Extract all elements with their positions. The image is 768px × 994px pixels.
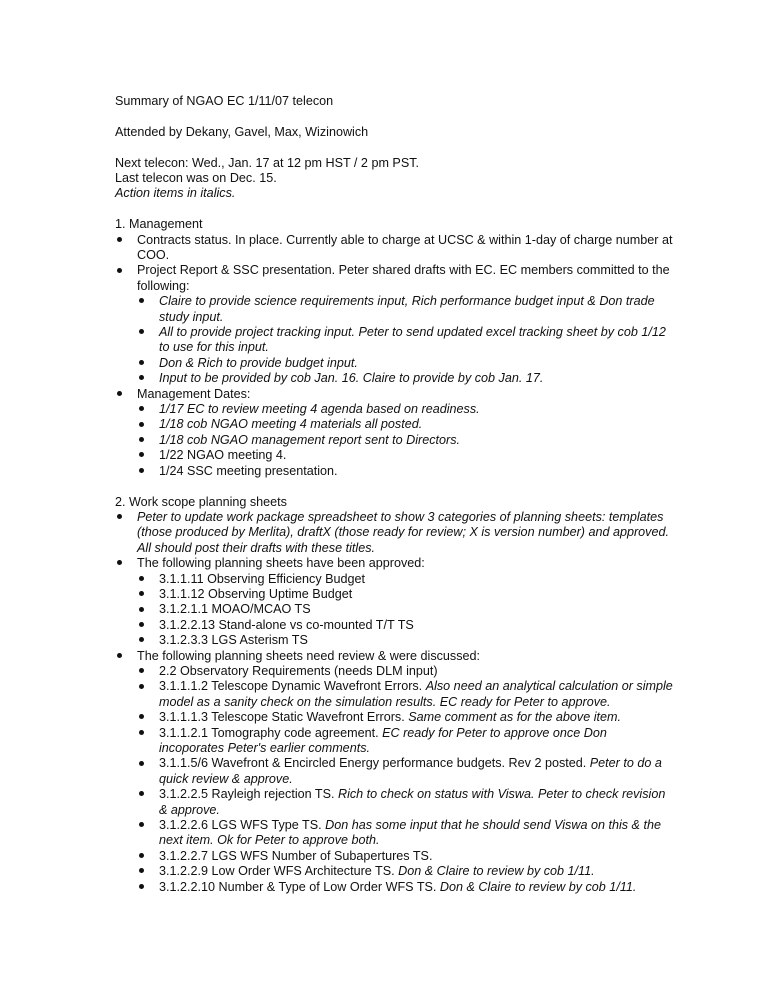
bullet-icon: [137, 710, 159, 725]
bullet-icon: [137, 402, 159, 417]
list-item: Contracts status. In place. Currently able to charge at UCSC & within 1-day of charge number at COO.: [115, 233, 675, 264]
sub-list-item: 3.1.2.2.13 Stand-alone vs co-mounted T/T TS: [137, 618, 675, 633]
list-item: The following planning sheets have been approved:: [115, 556, 675, 571]
bullet-icon: [115, 556, 137, 571]
sub-list-item: 2.2 Observatory Requirements (needs DLM input): [137, 664, 675, 679]
bullet-icon: [137, 633, 159, 648]
sub-list-item: All to provide project tracking input. Peter to send updated excel tracking sheet by cob 1/12 to use for this input.: [137, 325, 675, 356]
bullet-icon: [115, 387, 137, 402]
list-item: Management Dates:: [115, 387, 675, 402]
bullet-icon: [137, 356, 159, 371]
bullet-icon: [137, 433, 159, 448]
bullet-icon: [137, 726, 159, 741]
bullet-icon: [137, 618, 159, 633]
last-telecon: Last telecon was on Dec. 15.: [115, 171, 277, 185]
bullet-icon: [137, 849, 159, 864]
sub-list-item: Don & Rich to provide budget input.: [137, 356, 675, 371]
bullet-icon: [137, 464, 159, 479]
section-heading-management: 1. Management: [115, 217, 203, 232]
sub-list-item: 3.1.1.11 Observing Efficiency Budget: [137, 572, 675, 587]
next-telecon: Next telecon: Wed., Jan. 17 at 12 pm HST / 2 pm PST.: [115, 155, 420, 170]
bullet-icon: [137, 448, 159, 463]
sub-list-item: 3.1.1.1.2 Telescope Dynamic Wavefront Errors. Also need an analytical calculation or simple model as a sanity check on the simulation results. EC ready for Peter to approve.: [137, 679, 675, 710]
attendees: Attended by Dekany, Gavel, Max, Wizinowich: [115, 124, 369, 139]
sub-list-item: 3.1.2.2.9 Low Order WFS Architecture TS. Don & Claire to review by cob 1/11.: [137, 864, 675, 879]
bullet-icon: [115, 510, 137, 525]
sub-list-item: 3.1.2.2.5 Rayleigh rejection TS. Rich to check on status with Viswa. Peter to check revision & approve.: [137, 787, 675, 818]
action-note: Action items in italics.: [115, 186, 236, 201]
list-item: Project Report & SSC presentation. Peter shared drafts with EC. EC members committed to the following:: [115, 263, 675, 294]
bullet-icon: [137, 294, 159, 309]
bullet-icon: [115, 233, 137, 248]
sub-list-item: 3.1.2.3.3 LGS Asterism TS: [137, 633, 675, 648]
bullet-icon: [137, 756, 159, 771]
sub-list-item: 3.1.2.2.6 LGS WFS Type TS. Don has some input that he should send Viswa on this & the next item. Ok for Peter to approve both.: [137, 818, 675, 849]
document-title: Summary of NGAO EC 1/11/07 telecon: [115, 94, 334, 108]
sub-list-item: 3.1.2.2.7 LGS WFS Number of Subapertures TS.: [137, 849, 675, 864]
bullet-icon: [137, 864, 159, 879]
sub-list-item: 1/22 NGAO meeting 4.: [137, 448, 675, 463]
bullet-icon: [137, 679, 159, 694]
list-item: The following planning sheets need review & were discussed:: [115, 649, 675, 664]
bullet-icon: [137, 417, 159, 432]
document-body: [115, 94, 675, 895]
sub-list-item: 1/17 EC to review meeting 4 agenda based on readiness.: [137, 402, 675, 417]
list-item: Peter to update work package spreadsheet to show 3 categories of planning sheets: templates (those produced by Merlita), draftX (those ready for review; X is version number) and approved. All should post their drafts with these titles.: [115, 510, 675, 556]
sub-list-item: 3.1.1.12 Observing Uptime Budget: [137, 587, 675, 602]
bullet-icon: [137, 602, 159, 617]
sub-list-item: 3.1.1.5/6 Wavefront & Encircled Energy performance budgets. Rev 2 posted. Peter to do a quick review & approve.: [137, 756, 675, 787]
bullet-icon: [137, 880, 159, 895]
bullet-icon: [115, 649, 137, 664]
bullet-icon: [137, 572, 159, 587]
sub-list-item: 3.1.1.2.1 Tomography code agreement. EC ready for Peter to approve once Don incoporates Peter's earlier comments.: [137, 726, 675, 757]
bullet-icon: [115, 263, 137, 278]
sub-list-item: Input to be provided by cob Jan. 16. Claire to provide by cob Jan. 17.: [137, 371, 675, 386]
bullet-icon: [137, 587, 159, 602]
bullet-icon: [137, 371, 159, 386]
bullet-icon: [137, 818, 159, 833]
sub-list-item: 3.1.1.1.3 Telescope Static Wavefront Errors. Same comment as for the above item.: [137, 710, 675, 725]
sub-list-item: 3.1.2.1.1 MOAO/MCAO TS: [137, 602, 675, 617]
bullet-icon: [137, 325, 159, 340]
sub-list-item: Claire to provide science requirements input, Rich performance budget input & Don trade study input.: [137, 294, 675, 325]
sub-list-item: 1/18 cob NGAO management report sent to Directors.: [137, 433, 675, 448]
bullet-icon: [137, 664, 159, 679]
sub-list-item: 3.1.2.2.10 Number & Type of Low Order WFS TS. Don & Claire to review by cob 1/11.: [137, 880, 675, 895]
section-heading-work-scope: 2. Work scope planning sheets: [115, 494, 287, 509]
bullet-icon: [137, 787, 159, 802]
sub-list-item: 1/24 SSC meeting presentation.: [137, 464, 675, 479]
sub-list-item: 1/18 cob NGAO meeting 4 materials all posted.: [137, 417, 675, 432]
